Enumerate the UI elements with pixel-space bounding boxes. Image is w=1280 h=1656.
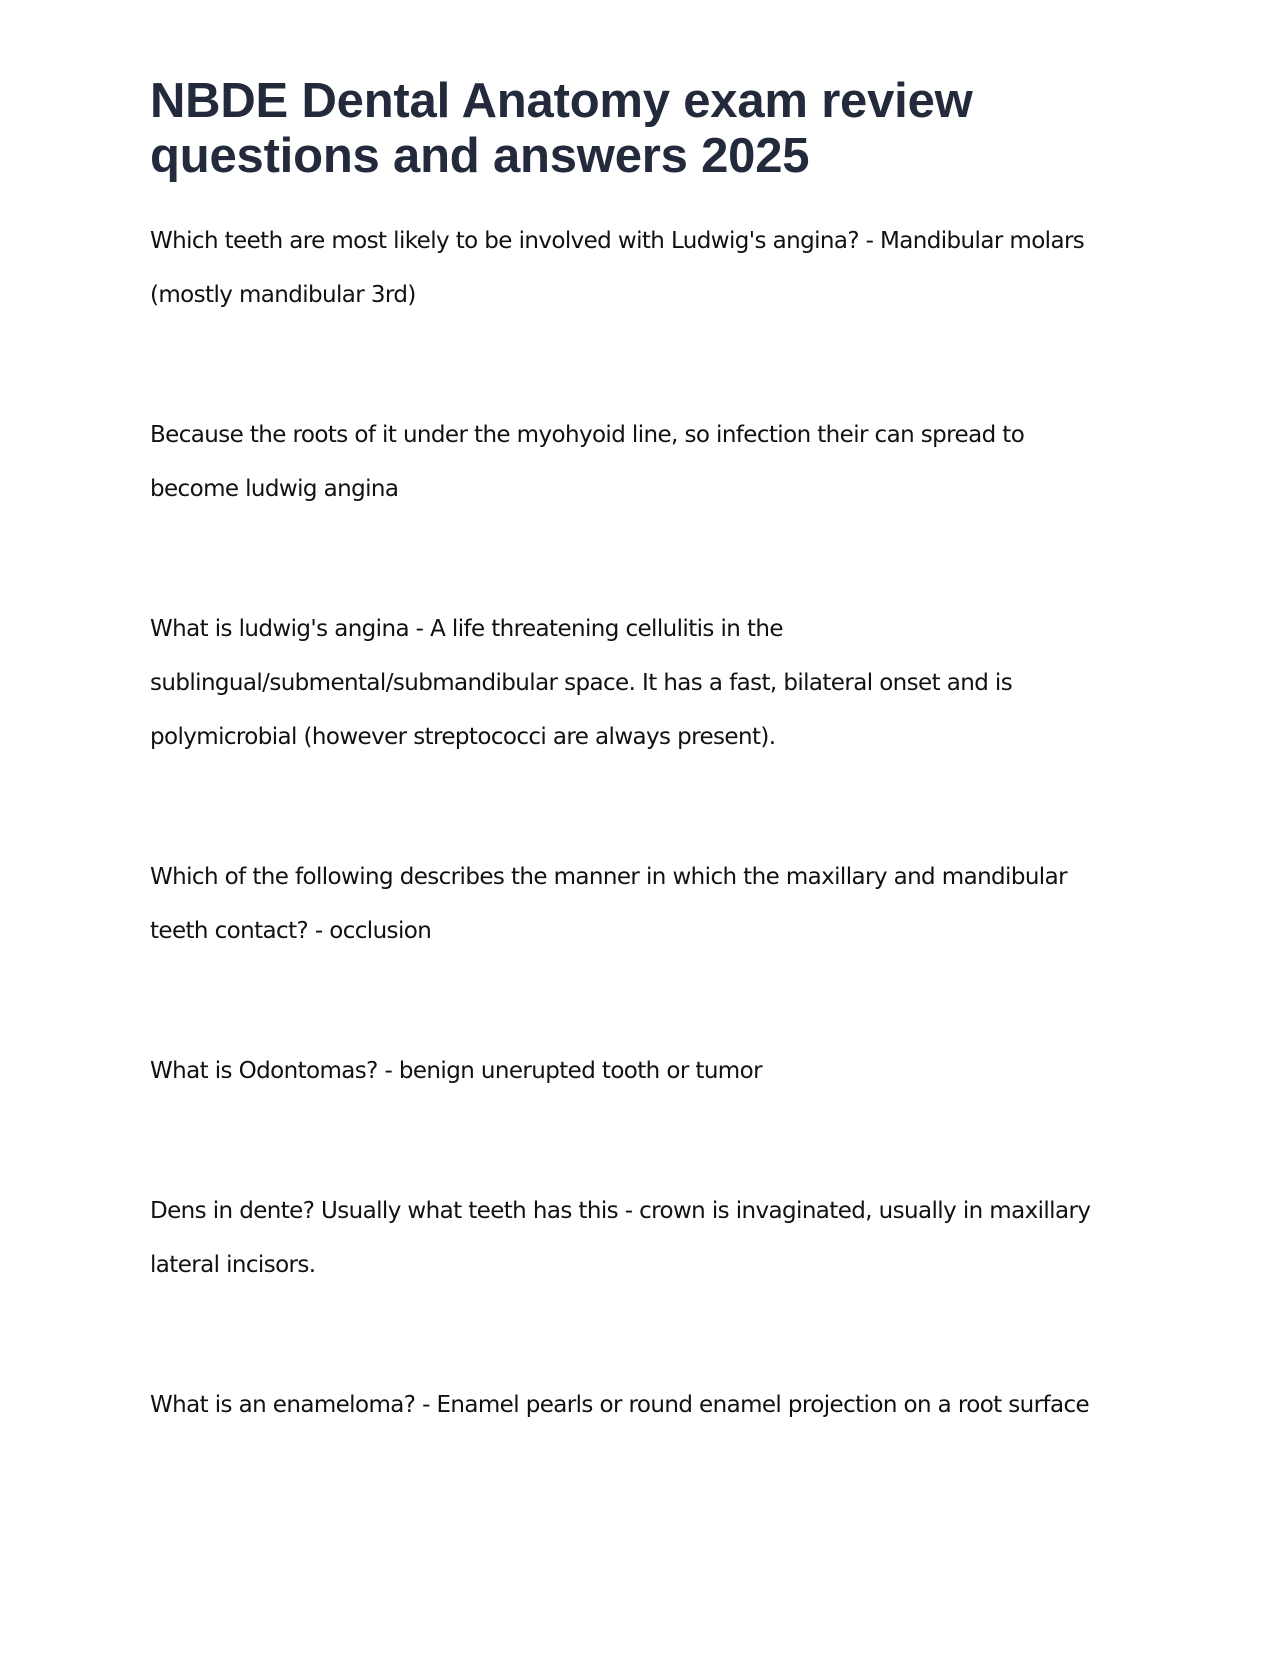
qa-list (150, 214, 1130, 1432)
document-title: NBDE Dental Anatomy exam review questions and answers 2025 (150, 74, 973, 183)
qa-entry-dens-in-dente: Dens in dente? Usually what teeth has this - crown is invaginated, usually in maxillary lateral incisors. (150, 1198, 1091, 1278)
qa-entry-ludwig-definition: What is ludwig's angina - A life threatening cellulitis in the sublingual/submental/submandibular space. It has a fast, bilateral onset and is polymicrobial (however streptococci are always present). (150, 616, 1013, 750)
qa-entry-enameloma: What is an enameloma? - Enamel pearls or round enamel projection on a root surface (150, 1392, 1090, 1418)
qa-entry-myohyoid-explanation: Because the roots of it under the myohyoid line, so infection their can spread to become ludwig angina (150, 422, 1025, 502)
qa-entry-occlusion: Which of the following describes the manner in which the maxillary and mandibular teeth contact? - occlusion (150, 864, 1067, 944)
qa-entry-odontomas: What is Odontomas? - benign unerupted tooth or tumor (150, 1058, 762, 1084)
qa-entry-ludwig-teeth: Which teeth are most likely to be involved with Ludwig's angina? - Mandibular molars (mostly mandibular 3rd) (150, 228, 1085, 308)
